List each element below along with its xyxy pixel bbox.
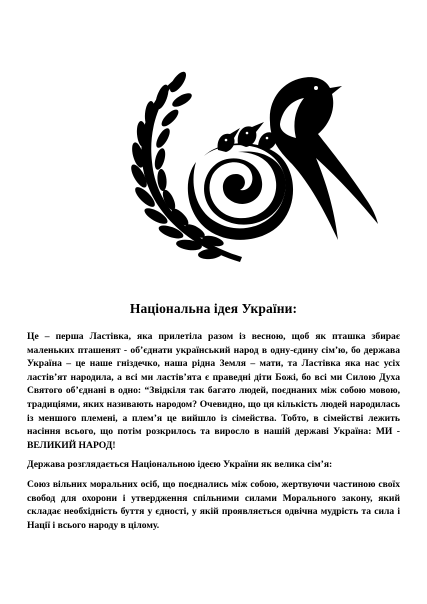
paragraph-state-family: Держава розглядається Національною ідеєю України як велика сім’я:	[27, 459, 333, 471]
document-body	[27, 330, 400, 538]
swallow-emblem-icon	[120, 52, 380, 272]
paragraph-national-idea: Це – перша Ластівка, яка прилетіла разом із весною, щоб як пташка збирає маленьких пташенят - об’єднати український народ в одну-єдину сім’ю, бо держава Україна – це наше гніздечко, наша рідна Земля – мати, та Ластівка яка нас усіх ластів’ят народила, а всі ми ластів’ята є праведні діти Божі, бо всі ми Силою Духа Святого об’єднані в одно: “Звідкіля так багато людей, поєднаних між собою мовою, традиціями, яких називають народом? Очевидно, що ця кількість людей народилась із меншого племені, а плем’я це вийшло із сімейства. Тобто, в сімействі лежить насіння всього, що потім розкрилось та виросло в нашій державі Україна: МИ - ВЕЛИКИЙ НАРОД!	[27, 331, 400, 451]
page-title: Національна ідея України:	[129, 301, 298, 316]
paragraph-moral-union: Союз вільних моральних осіб, що поєднались між собою, жертвуючи частиною своїх свобод для охорони і утвердження спільними силами Морального закону, який складає необхідність буття у єдності, у якій проявляється одвічна мудрість та сила і Нації і всього народу в цілому.	[27, 478, 400, 531]
